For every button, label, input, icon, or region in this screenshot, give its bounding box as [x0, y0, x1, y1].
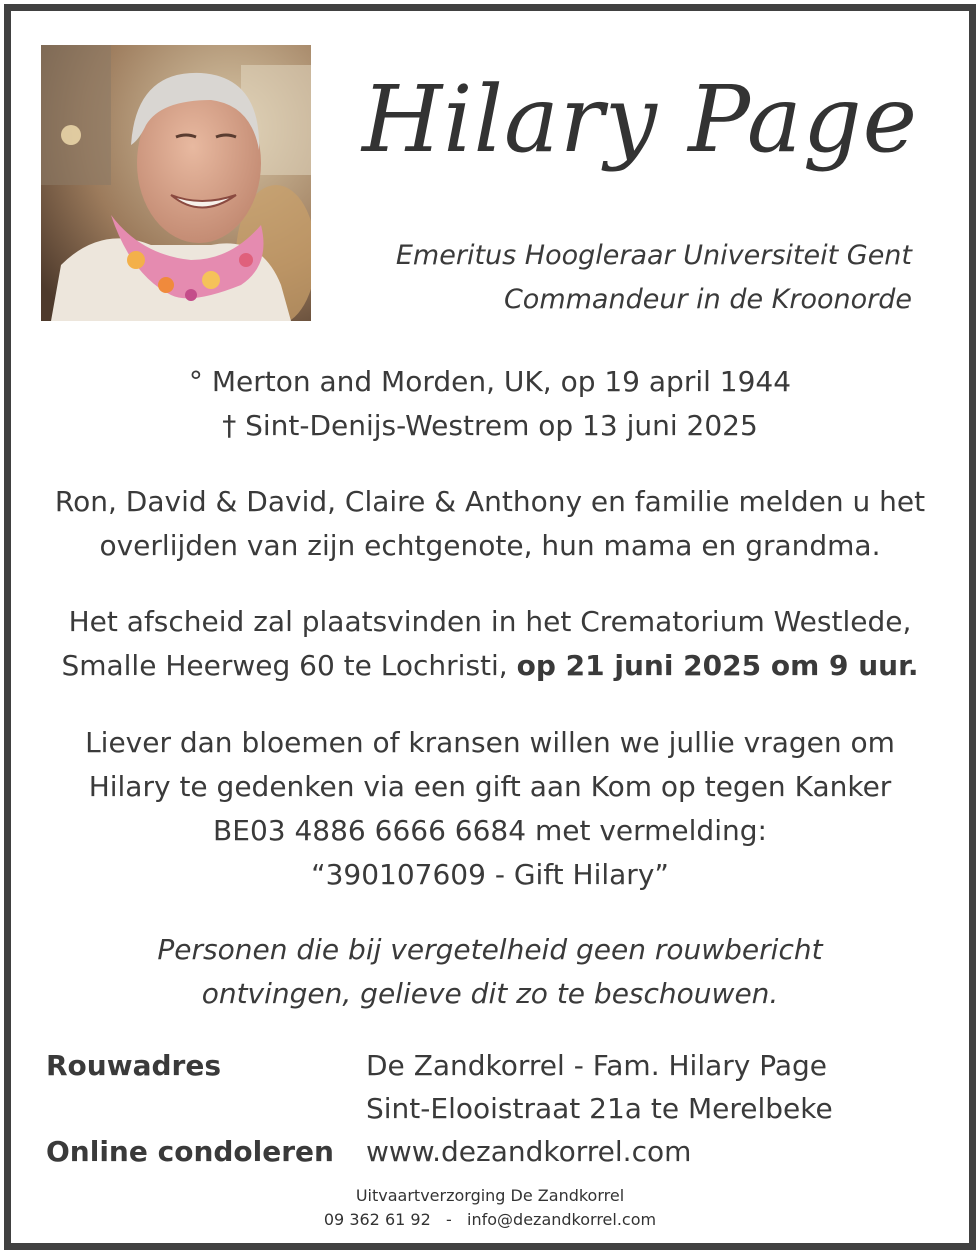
notice-line: Personen die bij vergetelheid geen rouwbericht [157, 933, 823, 966]
gift-reference: “390107609 - Gift Hilary” [311, 858, 669, 891]
rouwadres-label: Rouwadres [46, 1049, 221, 1082]
announcement-line: overlijden van zijn echtgenote, hun mama en grandma. [99, 529, 881, 562]
ceremony-line [14, 644, 966, 688]
title-line: Commandeur in de Kroonorde [503, 284, 912, 315]
ceremony-datetime: op 21 juni 2025 om 9 uur. [516, 649, 919, 682]
rouwadres-line: De Zandkorrel - Fam. Hilary Page [366, 1049, 828, 1082]
announcement-line: Ron, David & David, Claire & Anthony en familie melden u het [54, 485, 926, 518]
birth-line: ° Merton and Morden, UK, op 19 april 1944 [188, 365, 792, 398]
funeral-contact: 09 362 61 92 - info@dezandkorrel.com [323, 1210, 657, 1229]
condoleren-link[interactable]: www.dezandkorrel.com [366, 1135, 692, 1168]
rouwadres-row [46, 1087, 926, 1130]
death-line: † Sint-Denijs-Westrem op 13 juni 2025 [222, 409, 758, 442]
portrait-photo [41, 45, 311, 321]
announcement [14, 480, 966, 568]
ceremony-location: Smalle Heerweg 60 te Lochristi, [61, 649, 517, 682]
notice [14, 928, 966, 1016]
notice-line: ontvingen, gelieve dit zo te beschouwen. [201, 977, 779, 1010]
gift-line: Hilary te gedenken via een gift aan Kom op tegen Kanker [88, 770, 892, 803]
gift-line: Liever dan bloemen of kransen willen we jullie vragen om [85, 726, 895, 759]
footer [14, 1184, 966, 1232]
funeral-company: Uitvaartverzorging De Zandkorrel [355, 1186, 625, 1205]
condoleren-row [46, 1130, 926, 1173]
life-dates [14, 360, 966, 448]
rouwadres-row [46, 1044, 926, 1087]
gift-request [14, 721, 966, 897]
title-line: Emeritus Hoogleraar Universiteit Gent [395, 240, 912, 271]
contact-details [46, 1044, 926, 1173]
ceremony-line: Het afscheid zal plaatsvinden in het Crematorium Westlede, [68, 605, 912, 638]
gift-iban: BE03 4886 6666 6684 met vermelding: [213, 814, 767, 847]
rouwadres-street: Sint-Elooistraat 21a te Merelbeke [366, 1092, 833, 1125]
honorary-titles [340, 234, 912, 322]
ceremony-details [14, 600, 966, 688]
condoleren-label: Online condoleren [46, 1135, 334, 1168]
deceased-name: Hilary Page [361, 66, 919, 173]
